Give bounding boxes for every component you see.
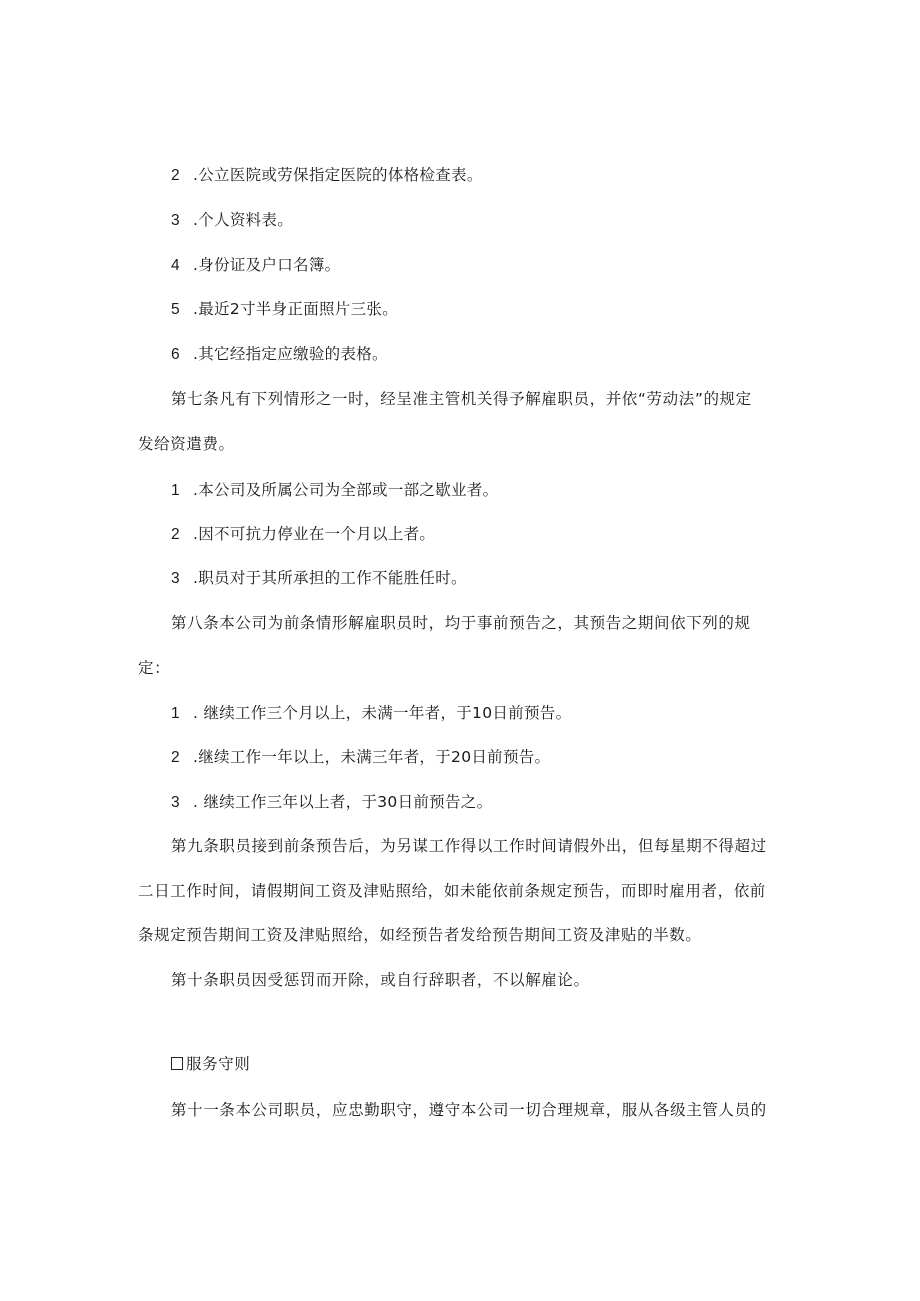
list-number: 4	[171, 257, 180, 274]
list-number: 2	[171, 526, 180, 543]
list-text: .继续工作一年以上，未满三年者，于20日前预告。	[193, 748, 551, 766]
list-item	[171, 298, 398, 321]
list-number: 3	[171, 570, 180, 587]
list-item	[171, 567, 467, 590]
list-number: 2	[171, 167, 180, 184]
list-item	[171, 702, 571, 725]
section-heading	[171, 1053, 250, 1075]
article-7-line-1: 第七条凡有下列情形之一时，经呈准主管机关得予解雇职员，并依“劳动法”的规定	[171, 390, 752, 408]
list-text: .本公司及所属公司为全部或一部之歇业者。	[193, 481, 499, 499]
checkbox-icon	[171, 1057, 183, 1070]
article-11-line-1: 第十一条本公司职员，应忠勤职守，遵守本公司一切合理规章，服从各级主管人员的	[171, 1101, 767, 1119]
list-text: .职员对于其所承担的工作不能胜任时。	[193, 569, 467, 587]
list-number: 3	[171, 212, 180, 229]
list-text: .个人资料表。	[193, 211, 294, 229]
article-9-line-1: 第九条职员接到前条预告后，为另谋工作得以工作时间请假外出，但每星期不得超过	[171, 837, 767, 855]
list-item	[171, 164, 483, 187]
article-9-line-2: 二日工作时间，请假期间工资及津贴照给，如未能依前条规定预告，而即时雇用者，依前	[138, 882, 766, 900]
list-item	[171, 343, 388, 366]
list-item	[171, 791, 492, 814]
list-text: .公立医院或劳保指定医院的体格检查表。	[193, 166, 483, 184]
list-text: . 继续工作三年以上者，于30日前预告之。	[193, 793, 493, 811]
article-10: 第十条职员因受惩罚而开除，或自行辞职者，不以解雇论。	[171, 971, 590, 989]
list-number: 1	[171, 482, 180, 499]
list-number: 3	[171, 794, 180, 811]
article-8-line-1: 第八条本公司为前条情形解雇职员时，均于事前预告之，其预告之期间依下列的规	[171, 614, 751, 632]
article-7-line-2: 发给资遣费。	[138, 435, 235, 453]
article-9-line-3: 条规定预告期间工资及津贴照给，如经预告者发给预告期间工资及津贴的半数。	[138, 926, 702, 944]
list-item	[171, 479, 498, 502]
list-number: 6	[171, 346, 180, 363]
list-text: .因不可抗力停业在一个月以上者。	[193, 525, 436, 543]
list-item	[171, 209, 293, 232]
list-number: 2	[171, 749, 180, 766]
list-number: 5	[171, 301, 180, 318]
list-text: .身份证及户口名簿。	[193, 256, 341, 274]
article-8-line-2: 定：	[138, 659, 171, 677]
list-item	[171, 254, 340, 277]
list-item	[171, 523, 435, 546]
section-title: 服务守则	[186, 1055, 251, 1073]
list-item	[171, 746, 550, 769]
list-text: .其它经指定应缴验的表格。	[193, 345, 388, 363]
list-text: .最近2寸半身正面照片三张。	[193, 300, 398, 318]
list-number: 1	[171, 705, 180, 722]
list-text: . 继续工作三个月以上，未满一年者，于10日前预告。	[193, 704, 572, 722]
